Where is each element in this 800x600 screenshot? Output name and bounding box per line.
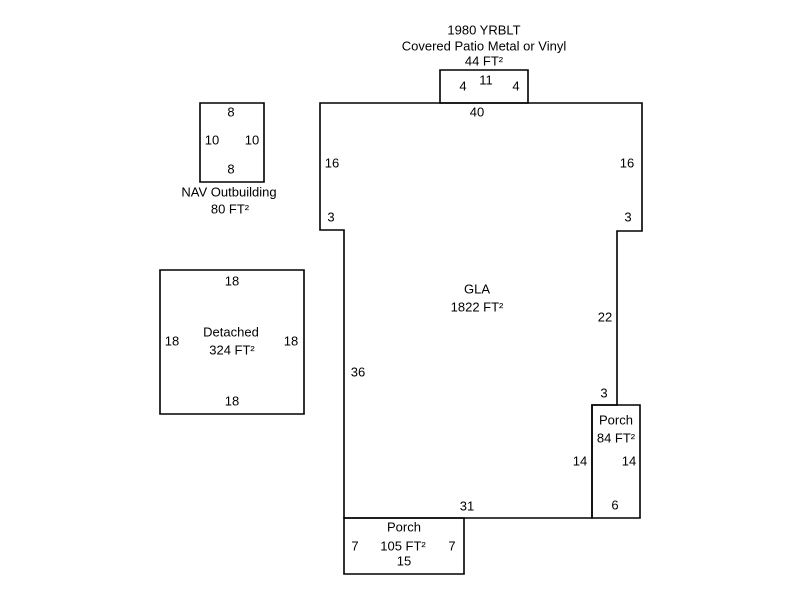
dim-gla-step-left-3: 3: [327, 209, 335, 225]
porch-bottom-name-label: Porch: [387, 519, 421, 535]
nav-outbuilding-name-label: NAV Outbuilding: [181, 184, 277, 200]
gla-name-label: GLA: [463, 281, 491, 297]
dim-nav-top-8: 8: [227, 104, 235, 120]
dim-porch-right-bottom-6: 6: [611, 497, 619, 513]
dim-nav-bottom-8: 8: [227, 161, 235, 177]
porch-right-area-label: 84 FT²: [596, 430, 636, 446]
dim-patio-right-4: 4: [512, 78, 520, 94]
detached-area-label: 324 FT²: [209, 342, 255, 358]
dim-detached-bottom-18: 18: [224, 393, 240, 409]
dim-detached-left-18: 18: [164, 333, 180, 349]
detached-name-label: Detached: [203, 324, 259, 340]
dim-porch-bottom-15: 15: [396, 553, 412, 569]
nav-outbuilding-area-label: 80 FT²: [210, 201, 250, 217]
dim-gla-bottom-31: 31: [459, 498, 475, 514]
dim-gla-upper-left-16: 16: [324, 155, 340, 171]
porch-bottom-area-label: 105 FT²: [380, 538, 426, 554]
dim-gla-top-40: 40: [469, 104, 485, 120]
dim-patio-left-4: 4: [459, 78, 467, 94]
dim-porch-bottom-left-7: 7: [351, 538, 359, 554]
porch-right-name-label: Porch: [599, 412, 633, 428]
covered-patio-area-label: 44 FT²: [464, 53, 504, 69]
dim-nav-right-10: 10: [244, 132, 260, 148]
covered-patio-yrblt-label: 1980 YRBLT: [447, 22, 521, 38]
dim-nav-left-10: 10: [204, 132, 220, 148]
dim-porch-bottom-right-7: 7: [448, 538, 456, 554]
dim-gla-left-36: 36: [350, 364, 366, 380]
covered-patio-type-label: Covered Patio Metal or Vinyl: [401, 38, 567, 54]
dim-porch-right-14: 14: [621, 453, 637, 469]
dim-gla-porch-left-14: 14: [572, 453, 588, 469]
dim-detached-top-18: 18: [224, 273, 240, 289]
gla-area-label: 1822 FT²: [450, 299, 504, 315]
dim-gla-right-22: 22: [597, 309, 613, 325]
dim-patio-top-11: 11: [479, 72, 493, 88]
dim-detached-right-18: 18: [283, 333, 299, 349]
dim-gla-porch-step-3: 3: [600, 385, 608, 401]
dim-gla-upper-right-16: 16: [619, 155, 635, 171]
dim-gla-step-right-3: 3: [624, 209, 632, 225]
